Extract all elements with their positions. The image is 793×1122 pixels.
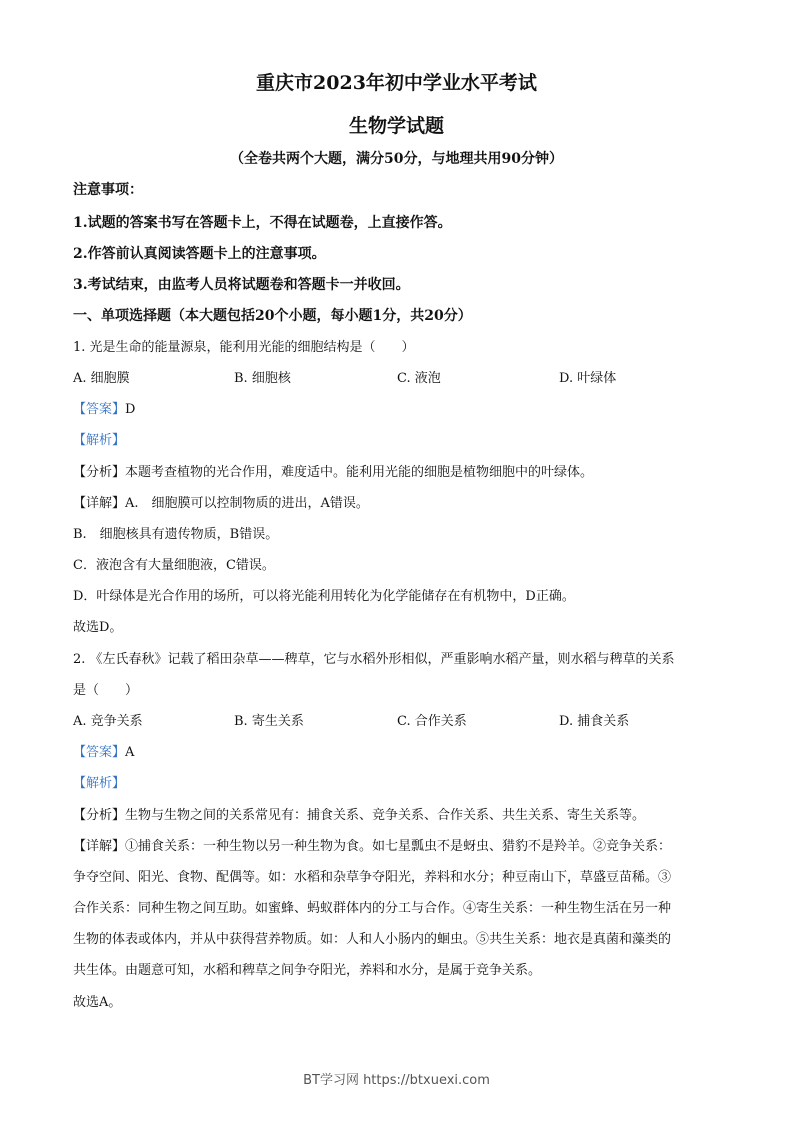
notice-item: 2.作答前认真阅读答题卡上的注意事项。	[73, 246, 326, 262]
analysis-line: 【分析】生物与生物之间的关系常见有：捕食关系、竞争关系、合作关系、共生关系、寄生关系等。	[73, 808, 646, 823]
option-c: C. 液泡	[397, 371, 441, 386]
analysis-line: 故选D。	[73, 620, 123, 635]
answer-tag: 【答案】	[73, 402, 126, 417]
option-c: C. 合作关系	[397, 714, 467, 729]
answer-value: D	[125, 402, 136, 417]
analysis-line: 生物的体表或体内，并从中获得营养物质。如：人和人小肠内的蛔虫。⑤共生关系：地衣是真菌和藻类的	[73, 932, 672, 947]
option-d: D. 叶绿体	[559, 371, 617, 386]
analysis-line: 【详解】①捕食关系：一种生物以另一种生物为食。如七星瓢虫不是蚜虫、猎豹不是羚羊。②竞争关系：	[73, 839, 672, 854]
question-stem: 1. 光是生命的能量源泉，能利用光能的细胞结构是（ ）	[73, 340, 415, 355]
answer-line	[73, 400, 723, 420]
notice-item: 1.试题的答案书写在答题卡上，不得在试题卷，上直接作答。	[73, 215, 452, 231]
analysis-line: B. 细胞核具有遗传物质，B错误。	[73, 527, 279, 542]
analysis-tag: 【解析】	[73, 433, 126, 448]
footer-watermark: BT学习网 https://btxuexi.com	[303, 1073, 490, 1088]
option-a: A. 竞争关系	[73, 714, 143, 729]
option-b: B. 寄生关系	[234, 714, 304, 729]
analysis-line: 故选A。	[73, 995, 122, 1010]
analysis-tag: 【解析】	[73, 776, 126, 791]
option-b: B. 细胞核	[234, 371, 291, 386]
analysis-line: 【详解】A. 细胞膜可以控制物质的进出，A错误。	[73, 496, 369, 511]
exam-title: 重庆市2023年初中学业水平考试	[256, 72, 537, 94]
analysis-line: 合作关系：同种生物之间互助。如蜜蜂、蚂蚁群体内的分工与合作。④寄生关系：一种生物生活在另一种	[73, 901, 672, 916]
option-a: A. 细胞膜	[73, 371, 130, 386]
analysis-line: 共生体。由题意可知，水稻和稗草之间争夺阳光，养料和水分，是属于竞争关系。	[73, 963, 542, 978]
answer-line	[73, 743, 723, 763]
exam-note: （全卷共两个大题，满分50分，与地理共用90分钟）	[230, 151, 563, 167]
analysis-line: 【分析】本题考查植物的光合作用，难度适中。能利用光能的细胞是植物细胞中的叶绿体。	[73, 465, 594, 480]
option-d: D. 捕食关系	[559, 714, 630, 729]
exam-subtitle: 生物学试题	[348, 115, 444, 137]
question-stem: 是（ ）	[73, 683, 139, 698]
analysis-line: C．液泡含有大量细胞液，C错误。	[73, 558, 275, 573]
answer-tag: 【答案】	[73, 745, 126, 760]
notice-heading: 注意事项：	[73, 182, 143, 198]
analysis-line: D．叶绿体是光合作用的场所，可以将光能利用转化为化学能储存在有机物中，D正确。	[73, 589, 575, 604]
question-stem: 2. 《左氏春秋》记载了稻田杂草——稗草，它与水稻外形相似，严重影响水稻产量，则水稻与稗草的关系	[73, 652, 675, 667]
section-heading: 一、单项选择题（本大题包括20个小题，每小题1分，共20分）	[73, 308, 472, 324]
analysis-line: 争夺空间、阳光、食物、配偶等。如：水稻和杂草争夺阳光，养料和水分；种豆南山下，草盛豆苗稀。③	[73, 870, 672, 885]
answer-value: A	[125, 745, 135, 760]
notice-item: 3.考试结束，由监考人员将试题卷和答题卡一并收回。	[73, 277, 410, 293]
